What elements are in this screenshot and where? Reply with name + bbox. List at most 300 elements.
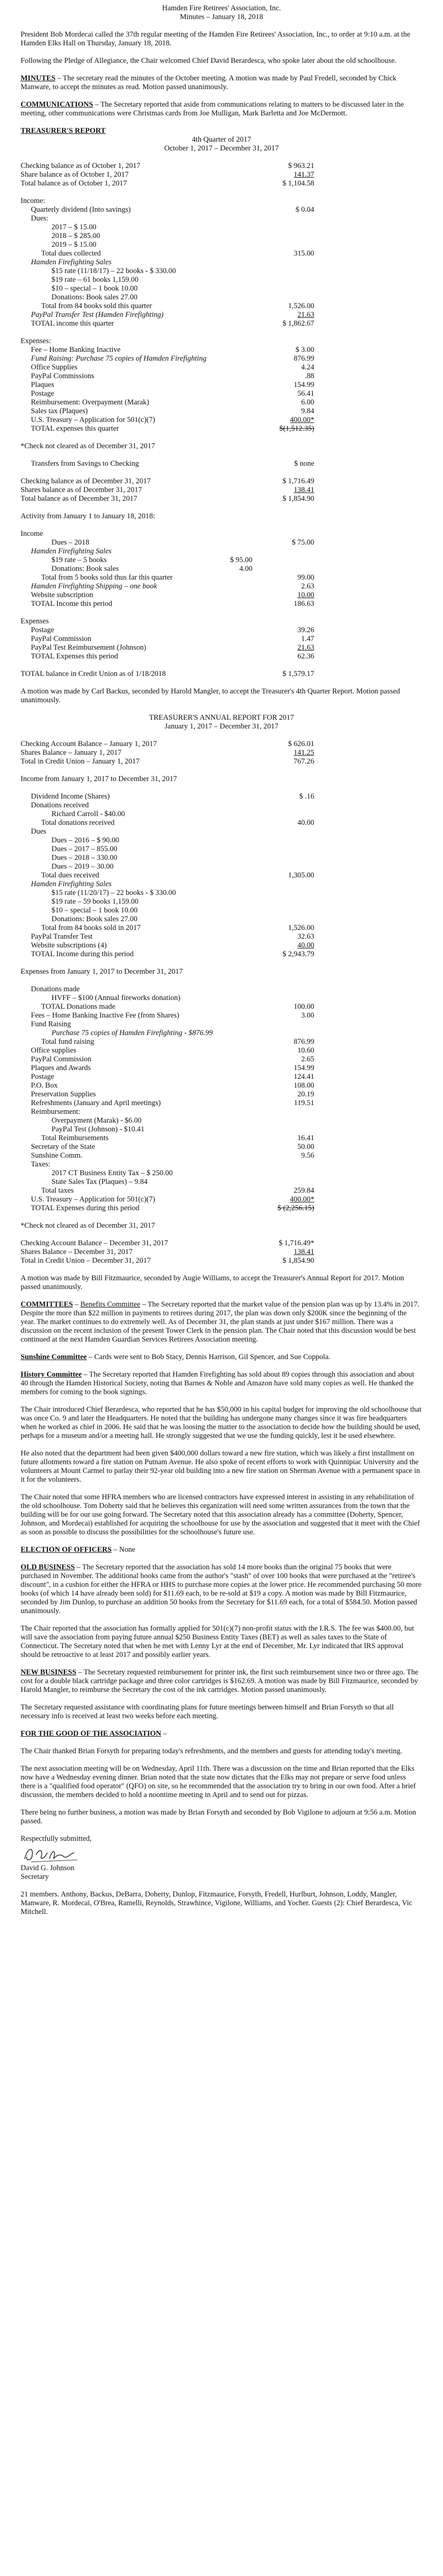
old-business-paragraph-2: The Chair reported that the association has formally applied for 501(c)(7) non-profit status with the I.R.S. The fee was $400.00, but will save the association from paying future annual $250 Business Entity Taxes (BET) as well as sales taxes to the State of Connecticut. The Secretary noted that when he met with Lenny Lyr at the end of December, Mr. Lyr indicated that IRS approval should be retroactive to at least 2017 and possibly earlier years. xyxy=(21,1624,414,1659)
ledger-row xyxy=(21,425,422,433)
ledger-value-2: $ 626.01 xyxy=(288,740,314,748)
ledger-value-2: 6.00 xyxy=(301,398,314,406)
ledger-label: Shares balance as of December 31, 2017 xyxy=(21,486,142,494)
ledger-label: Checking balance as of December 31, 2017 xyxy=(21,477,151,485)
ledger-value-2: 10.60 xyxy=(297,1046,314,1055)
ledger-row xyxy=(21,346,422,354)
ledger-label: Dues: xyxy=(31,214,48,223)
ledger-value-2: 9.84 xyxy=(301,407,314,415)
ledger-label: Website subscription xyxy=(31,591,93,599)
ledger-label: PayPal Commission xyxy=(31,1055,92,1063)
signature-image xyxy=(21,1843,422,1864)
quarter-opening-balances xyxy=(21,162,422,188)
ledger-row xyxy=(21,381,422,389)
ledger-value-2: 9.56 xyxy=(301,1151,314,1160)
ledger-label: Donations: Book sales 27.00 xyxy=(52,293,138,301)
intro-paragraph-1: President Bob Mordecai called the 37th regular meeting of the Hamden Fire Retirees' Association, Inc., to order at 9:10 a.m. at the Hamden Elks Hall on Thursday, January 18, 2018. xyxy=(21,30,411,47)
communications-text: – The Secretary reported that aside from communications relating to matters to be discussed later in the meeting, other communications were Christmas cards from Joe Mulligan, Mark Barletta and Joe McDermott. xyxy=(21,100,404,117)
history-paragraph-2: The Chair introduced Chief Berardesca, who reported that he has $50,000 in his capital budget for improving the old schoolhouse that was once Co. 9 and later the Headquarters. He noted that the building has undergone many changes since it was fire headquarters when he worked as chief in 2006. He said that he was loosing the matter to the association to decide how the building should be used, perhaps for a museum and/or a meeting hall. He strongly suggested that we use the funding quickly, lest it be used elsewhere. xyxy=(21,1405,421,1440)
ledger-row xyxy=(21,862,422,871)
ledger-row xyxy=(21,749,422,757)
ledger-value-2: 108.00 xyxy=(294,1081,314,1090)
ledger-value-2: $ 75.00 xyxy=(292,538,314,547)
ledger-value-2: 767.26 xyxy=(294,757,314,766)
communications-heading: COMMUNICATIONS xyxy=(21,100,93,109)
new-business-text: – The Secretary requested reimbursement for printer ink, the first such reimbursement since two or three ago. The cost for a double black cartridge package and three color cartridges is $162.69. A motion was made by Bill Fitzmaurice, seconded by Harold Mangler, to reimburse the Secretary the cost of the ink cartridges. Motion passed unanimously. xyxy=(21,1668,418,1694)
ledger-value-2: 186.63 xyxy=(294,600,314,608)
ledger-label: TOTAL Income during this period xyxy=(31,950,134,958)
ledger-row xyxy=(21,573,422,582)
ledger-value-2: $ 1,854.90 xyxy=(282,1257,314,1265)
ledger-value-2: 259.84 xyxy=(294,1187,314,1195)
ledger-row xyxy=(21,284,422,293)
ledger-row xyxy=(21,1134,422,1143)
ledger-label: Secretary of the State xyxy=(31,1143,95,1151)
ledger-row xyxy=(21,1151,422,1160)
ledger-label: 2019 – $ 15.00 xyxy=(52,241,96,249)
ledger-label: TOTAL income this quarter xyxy=(31,319,114,328)
ledger-value-2: 20.19 xyxy=(297,1090,314,1098)
ledger-label: Dues – 2018 xyxy=(52,538,90,547)
ledger-row xyxy=(21,223,422,232)
good-text: – xyxy=(161,1730,167,1738)
ledger-row xyxy=(21,241,422,249)
ledger-value-1: $ 95.00 xyxy=(230,556,252,564)
ledger-label: $15 rate (11/18/17) – 22 books - $ 330.00 xyxy=(52,267,176,275)
ledger-value-2: 154.99 xyxy=(294,1064,314,1072)
quarter-transfers xyxy=(21,460,422,468)
quarter-income-rows xyxy=(21,206,422,328)
ledger-row xyxy=(21,565,422,573)
minutes-text: – The secretary read the minutes of the October meeting. A motion was made by Paul Fredell, seconded by Chick Manware, to accept the minutes as read. Motion passed unanimously. xyxy=(21,74,397,91)
treasurer-quarter-title: 4th Quarter of 2017 xyxy=(192,135,251,144)
ledger-row xyxy=(21,538,422,547)
ledger-label: Donations made xyxy=(31,985,80,993)
ledger-value-2: 16.41 xyxy=(297,1134,314,1142)
ledger-value-2: .88 xyxy=(304,372,314,380)
ledger-label: Total in Credit Union – December 31, 2017 xyxy=(21,1257,151,1265)
ledger-label: Postage xyxy=(31,626,55,634)
ledger-value-2: 315.00 xyxy=(294,249,314,258)
old-business-text: – The Secretary reported that the association has sold 14 more books than the original 75 books that were purchased in November. The additional books came from the author's "stash" of over 100 books that were purchased at the "retiree's discount", in a cushion for either the HFRA or HHS to purchase more copies at the lower price. He recommended purchasing 50 more books (of which 14 have already been sold) for $11.69 each, to be re-sold at $19 a copy. A motion was made by Bill Fitzmaurice, seconded by Jim Dunlop, to purchase an addition 50 books from the Secretary for $11.69 each, for a total of $584.50. Motion passed unanimously. xyxy=(21,1563,422,1615)
ledger-label: PayPal Transfer Test xyxy=(31,933,93,941)
ledger-label: Hamden Firefighting Shipping – one book xyxy=(31,582,157,590)
ledger-label: Richard Carroll - $40.00 xyxy=(52,810,125,818)
ledger-row xyxy=(21,302,422,311)
election-heading: ELECTION OF OFFICERS xyxy=(21,1546,112,1554)
ledger-row xyxy=(21,486,422,495)
ledger-label: Shares Balance – December 31, 2017 xyxy=(21,1248,133,1256)
ledger-value-2: 1,305.00 xyxy=(288,871,314,879)
ledger-label: Postage xyxy=(31,389,55,398)
ledger-label: Total taxes xyxy=(41,1187,74,1195)
ledger-label: Fund Raising xyxy=(31,1020,71,1028)
ledger-label: $15 rate (11/20/17) – 22 books - $ 330.00 xyxy=(52,889,176,897)
ledger-row xyxy=(21,460,422,468)
quarter-income-label: Income: xyxy=(21,197,45,205)
ledger-value-2: $ 1,104.58 xyxy=(282,179,314,188)
ledger-value-2: $ 963.21 xyxy=(288,162,314,170)
ledger-row xyxy=(21,924,422,933)
ledger-label: Postage xyxy=(31,1073,55,1081)
ledger-value-2: 119.51 xyxy=(294,1099,314,1107)
treasurer-motion: A motion was made by Carl Backus, seconded by Harold Mangler, to accept the Treasurer's 4th Quarter Report. Motion passed unanimously. xyxy=(21,687,400,704)
history-paragraph-3: He also noted that the department had been given $400,000 dollars toward a new fire station, which was likely a first installment on future allotments toward a fire station on Putnam Avenue. He also spoke of recent efforts to work with Quinnipiac University and the volunteers at Mount Carmel to parlay their 92-year old building into a new fire station on Sherman Avenue with a permanent space in it for the volunteers. xyxy=(21,1449,420,1484)
ledger-label: Plaques and Awards xyxy=(31,1064,91,1072)
ledger-row xyxy=(21,906,422,915)
ledger-label: Total from 84 books sold this quarter xyxy=(41,302,152,310)
ledger-row xyxy=(21,854,422,862)
ledger-label: P.O. Box xyxy=(31,1081,58,1090)
ledger-label: Share balance as of October 1, 2017 xyxy=(21,171,129,179)
ledger-row xyxy=(21,162,422,171)
ledger-value-2: 4.24 xyxy=(301,363,314,371)
benefits-text: – The Secretary reported that the market value of the pension plan was up by 13.4% in 2017. Despite the more than $22 million in payments to retirees during 2017, the plan was down only $200K since the beginning of the year. The market continues to do extremely well. As of December 31, the plan stands at just under $167 million. There was a discussion on the recent inclusion of the present Tower Clerk in the pension plan. The Chair noted that this discussion would be best continued at the next Hamden Guardian Services Retirees Association meeting. xyxy=(21,1300,420,1344)
ledger-label: $19 rate – 59 books 1,159.00 xyxy=(52,897,139,906)
new-business-heading: NEW BUSINESS xyxy=(21,1668,77,1676)
ledger-row xyxy=(21,407,422,416)
ledger-value-2: $ 1,854.90 xyxy=(282,495,314,503)
ledger-label: Total from 84 books sold in 2017 xyxy=(41,924,141,932)
annual-motion: A motion was made by Bill Fitzmaurice, seconded by Augie Williams, to accept the Treasurer's Annual Report for 2017. Motion passed unanimously. xyxy=(21,1274,404,1291)
secretary-role: Secretary xyxy=(21,1873,49,1881)
ledger-label: Hamden Firefighting Sales xyxy=(31,258,112,266)
ledger-value-2: $ 3.00 xyxy=(295,346,314,354)
ledger-label: Reimbursement: xyxy=(31,1108,80,1116)
ledger-label: Total balance as of October 1, 2017 xyxy=(21,179,127,188)
ledger-label: Dues – 2018 – 330.00 xyxy=(52,854,117,862)
history-text: – The Secretary reported that Hamden Firefighting has sold about 89 copies through this association and about 40 through the Hamden Historical Society, noting that Barnes & Noble and Amazon have sold many copies as well. He thanked the members for coming to the book signings. xyxy=(21,1370,415,1396)
quarter-note: *Check not cleared as of December 31, 2017 xyxy=(21,442,155,450)
ledger-value-2: 876.99 xyxy=(294,354,314,363)
ledger-value-2: 40.00 xyxy=(297,941,314,950)
ledger-row xyxy=(21,1073,422,1081)
ledger-label: HVFF – $100 (Annual fireworks donation) xyxy=(52,994,181,1002)
ledger-label: Sunshine Comm. xyxy=(31,1151,82,1160)
ledger-row xyxy=(21,311,422,319)
ledger-row xyxy=(21,363,422,372)
ledger-value-2: 1,526.00 xyxy=(288,924,314,932)
good-of-association-section xyxy=(21,1730,422,1738)
ledger-label: Total in Credit Union – January 1, 2017 xyxy=(21,757,140,766)
ledger-row xyxy=(21,600,422,608)
ledger-label: PayPal Commissions xyxy=(31,372,94,380)
annual-income-title: Income from January 1, 2017 to December 31, 2017 xyxy=(21,775,177,783)
ledger-label: $10 – special – 1 book 10.00 xyxy=(52,906,138,914)
ledger-label: Total Reimbursements xyxy=(41,1134,109,1142)
ledger-label: 2017 – $ 15.00 xyxy=(52,223,96,231)
ledger-row xyxy=(21,740,422,749)
ledger-label: Plaques xyxy=(31,381,55,389)
ledger-label: Refreshments (January and April meetings) xyxy=(31,1099,161,1107)
minutes-section xyxy=(21,74,422,92)
ledger-row xyxy=(21,1169,422,1178)
ledger-row xyxy=(21,880,422,889)
ledger-row xyxy=(21,626,422,635)
ledger-value-2: 62.36 xyxy=(297,652,314,660)
ledger-row xyxy=(21,801,422,810)
ledger-label: Purchase 75 copies of Hamden Firefighting - $876.99 xyxy=(52,1029,213,1037)
ledger-value-2: 124.41 xyxy=(294,1073,314,1081)
good-paragraph-2: The next association meeting will be on Wednesday, April 11th. There was a discussion on the time and Brian reported that the Elks now have a Wednesday evening dinner. Brian noted that the state now dictates that the Elks may not prepare or serve food unless there is a "qualified food operator" (QFO) on site, so he recommended that the association try to bring in our own food. After a brief discussion, the members decided to hold a noontime meeting in April and to send out for pizzas. xyxy=(21,1765,416,1799)
ledger-row xyxy=(21,1055,422,1064)
ledger-label: TOTAL Expenses this period xyxy=(31,652,118,660)
annual-closing-balances xyxy=(21,1239,422,1265)
ledger-row xyxy=(21,950,422,959)
ledger-label: Total donations received xyxy=(41,819,115,827)
ledger-value-2: $ .16 xyxy=(299,792,314,801)
sunshine-text: – Cards were sent to Bob Stacy, Dennis Harrison, Gil Spencer, and Sue Coppola. xyxy=(87,1353,331,1361)
ledger-label: $19 rate – 5 books xyxy=(52,556,107,564)
ledger-value-2: $ (2,256.15) xyxy=(277,1204,314,1212)
ledger-value-2: $ 2,943.79 xyxy=(282,950,314,958)
ledger-row xyxy=(21,267,422,276)
ledger-label: Total dues received xyxy=(41,871,99,879)
ledger-row xyxy=(21,354,422,363)
good-paragraph-3: There being no further business, a motion was made by Brian Forsyth and seconded by Bob Vigilone to adjourn at 9:56 a.m. Motion passed. xyxy=(21,1808,416,1825)
ledger-row xyxy=(21,1090,422,1099)
ledger-label: TOTAL expenses this quarter xyxy=(31,425,119,433)
ledger-label: 2017 CT Business Entity Tax – $ 250.00 xyxy=(52,1169,173,1177)
ledger-row xyxy=(21,276,422,284)
ledger-label: Fund Raising: Purchase 75 copies of Hamden Firefighting xyxy=(31,354,207,363)
signature-icon xyxy=(21,1843,93,1864)
ledger-row xyxy=(21,293,422,302)
ledger-label: Hamden Firefighting Sales xyxy=(31,880,112,888)
attendance: 21 members. Anthony, Backus, DeBarra, Doherty, Dunlop, Fitzmaurice, Forsyth, Fredell, Hurlburt, Johnson, Loddy, Mangler, Manware, R. Mordecai, O'Brea, Ramelli, Reynolds, Strawhince, Vigilone, Williams, and Yocher. Guests (2): Chief Berardesca, Vic Mitchell. xyxy=(21,1890,413,1916)
ledger-label: Dues – 2019 – 30.00 xyxy=(52,862,114,871)
quarter-closing-balances xyxy=(21,477,422,503)
ledger-row xyxy=(21,1064,422,1073)
activity-expense-label: Expenses xyxy=(21,617,49,625)
committees-benefits: COMMITTEES – Benefits Committee – The Secretary reported that the market value of the pension plan was up by 13.4% in 2017. Despite the more than $22 million in payments to retirees during 2017, the plan was down only $200K since the beginning of the year. The market continues to do extremely well. As of December 31, the plan stands at just under $167 million. There was a discussion on the recent inclusion of the present Tower Clerk in the pension plan. The Chair noted that this discussion would be best continued at the next Hamden Guardian Services Retirees Association meeting. xyxy=(21,1300,420,1344)
annual-range: January 1, 2017 – December 31, 2017 xyxy=(164,722,279,731)
ledger-row xyxy=(21,1020,422,1029)
ledger-value-2: 1,526.00 xyxy=(288,302,314,310)
respectfully-submitted: Respectfully submitted, xyxy=(21,1835,92,1843)
ledger-value-2: 2.63 xyxy=(301,582,314,590)
ledger-row xyxy=(21,319,422,328)
activity-income-label: Income xyxy=(21,530,43,538)
ledger-value-2: 876.99 xyxy=(294,1038,314,1046)
ledger-row xyxy=(21,1099,422,1108)
ledger-label: Hamden Firefighting Sales xyxy=(31,547,112,555)
ledger-row xyxy=(21,994,422,1003)
ledger-row xyxy=(21,652,422,661)
ledger-label: $19 rate – 61 books 1,159.00 xyxy=(52,276,139,284)
ledger-row xyxy=(21,1011,422,1020)
ledger-label: Reimbursement: Overpayment (Marak) xyxy=(31,398,149,406)
ledger-label: Shares Balance – January 1, 2017 xyxy=(21,749,122,757)
communications-section xyxy=(21,100,422,118)
ledger-row xyxy=(21,845,422,854)
ledger-label: Total dues collected xyxy=(41,249,101,258)
ledger-row xyxy=(21,591,422,600)
ledger-label: PayPal Test Reimbursement (Johnson) xyxy=(31,643,146,652)
ledger-row xyxy=(21,757,422,766)
ledger-label: Preservation Supplies xyxy=(31,1090,96,1098)
ledger-row xyxy=(21,495,422,503)
ledger-row xyxy=(21,836,422,845)
ledger-row xyxy=(21,206,422,214)
ledger-label: Taxes: xyxy=(31,1160,50,1168)
ledger-row xyxy=(21,232,422,241)
ledger-value-2: $ 1,579.17 xyxy=(282,670,314,678)
ledger-value-2: 40.00 xyxy=(297,819,314,827)
ledger-row xyxy=(21,810,422,819)
ledger-row xyxy=(21,1038,422,1046)
ledger-label: $10 – special – 1 book 10.00 xyxy=(52,284,138,293)
activity-expense-rows xyxy=(21,626,422,661)
ledger-value-2: 138.41 xyxy=(294,486,314,494)
ledger-value-2: $ none xyxy=(294,460,314,468)
ledger-row xyxy=(21,827,422,836)
ledger-row xyxy=(21,416,422,425)
good-heading: FOR THE GOOD OF THE ASSOCIATION xyxy=(21,1730,162,1738)
ledger-label: Office supplies xyxy=(31,1046,76,1055)
ledger-row xyxy=(21,1248,422,1257)
ledger-row xyxy=(21,1116,422,1125)
ledger-row xyxy=(21,792,422,801)
ledger-value-2: 50.00 xyxy=(297,1143,314,1151)
treasurer-heading: TREASURER'S REPORT xyxy=(21,127,106,135)
ledger-row xyxy=(21,985,422,994)
ledger-row xyxy=(21,897,422,906)
ledger-row xyxy=(21,915,422,924)
ledger-label: Checking balance as of October 1, 2017 xyxy=(21,162,141,170)
ledger-label: TOTAL Expenses during this period xyxy=(31,1204,140,1212)
ledger-label: U.S. Treasury – Application for 501(c)(7) xyxy=(31,416,156,424)
ledger-row xyxy=(21,258,422,267)
ledger-label: State Sales Tax (Plaques) – 9.84 xyxy=(52,1178,148,1186)
ledger-row xyxy=(21,556,422,565)
activity-income-rows xyxy=(21,538,422,608)
ledger-value-2: 56.41 xyxy=(297,389,314,398)
ledger-label: PayPal Transfer Test (Hamden Firefighting) xyxy=(31,311,164,319)
ledger-value-2: 141.25 xyxy=(294,749,314,757)
ledger-row xyxy=(21,214,422,223)
ledger-label: Overpayment (Marak) - $6.00 xyxy=(52,1116,142,1125)
ledger-label: Dues xyxy=(31,827,46,836)
election-section xyxy=(21,1546,422,1554)
secretary-name: David G. Johnson xyxy=(21,1864,75,1872)
good-paragraph-1: The Chair thanked Brian Forsyth for preparing today's refreshments, and the members and guests for attending today's meeting. xyxy=(21,1747,402,1755)
ledger-row xyxy=(21,635,422,643)
ledger-row xyxy=(21,643,422,652)
ledger-row xyxy=(21,1204,422,1213)
old-business-heading: OLD BUSINESS xyxy=(21,1563,75,1571)
ledger-value-2: 21.63 xyxy=(297,643,314,652)
ledger-row xyxy=(21,871,422,880)
ledger-value-2: $ 1,716.49 xyxy=(282,477,314,485)
ledger-label: Transfers from Savings to Checking xyxy=(31,460,139,468)
activity-title: Activity from January 1 to January 18, 2018: xyxy=(21,512,155,520)
sunshine-heading: Sunshine Committee xyxy=(21,1353,87,1361)
ledger-row xyxy=(21,933,422,941)
ledger-label: Checking Account Balance – January 1, 2017 xyxy=(21,740,157,748)
ledger-row xyxy=(21,582,422,591)
ledger-label: Fee – Home Banking Inactive xyxy=(31,346,121,354)
ledger-row xyxy=(21,1187,422,1195)
annual-expense-rows xyxy=(21,985,422,1213)
ledger-row xyxy=(21,398,422,407)
quarter-expense-label: Expenses: xyxy=(21,337,51,345)
ledger-value-2: $ 1,716.49* xyxy=(279,1239,314,1247)
history-paragraph-4: The Chair noted that some HFRA members who are licensed contractors have expressed interest in assisting in any rehabilitation of the old schoolhouse. Tom Doherty said that he believes this organization will need some written assurances from the town that the building will be for our use going forward. The Secretary noted that this association already has a committee (Doherty, Spencer, Johnson, and Mordecai) established for acquiring the schoolhouse for use by the association and suggested that it meet with the Chief as soon as possible to discuss the possibilities for the schoolhouse's future use. xyxy=(21,1493,420,1536)
ledger-label: Total from 5 books sold thus far this quarter xyxy=(41,573,173,582)
ledger-label: Fees – Home Banking Inactive Fee (from Shares) xyxy=(31,1011,179,1020)
ledger-row xyxy=(21,889,422,897)
ledger-label: Total fund raising xyxy=(41,1038,94,1046)
ledger-row xyxy=(21,1160,422,1169)
new-business-paragraph-2: The Secretary requested assistance with coordinating plans for future meetings between himself and Brian Forsyth so that all necessary info is received at least two weeks before each meeting. xyxy=(21,1703,394,1720)
ledger-value-2: 400.00* xyxy=(289,416,314,424)
minutes-heading: MINUTES xyxy=(21,74,56,82)
minutes-date: Minutes – January 18, 2018 xyxy=(180,13,263,21)
ledger-row xyxy=(21,670,422,679)
ledger-row xyxy=(21,1178,422,1187)
ledger-value-2: 39.26 xyxy=(297,626,314,634)
ledger-label: Dues – 2016 – $ 90.00 xyxy=(52,836,120,844)
committees-history xyxy=(21,1370,422,1397)
ledger-label: Dividend Income (Shares) xyxy=(31,792,110,801)
ledger-row xyxy=(21,1239,422,1248)
ledger-row xyxy=(21,819,422,827)
ledger-label: TOTAL Donations made xyxy=(41,1003,115,1011)
annual-opening-balances xyxy=(21,740,422,766)
ledger-label: PayPal Commission xyxy=(31,635,92,643)
quarter-expense-rows xyxy=(21,346,422,433)
ledger-value-2: $ 0.04 xyxy=(295,206,314,214)
ledger-label: Donations received xyxy=(31,801,89,809)
benefits-heading: Benefits Committee xyxy=(80,1300,141,1309)
ledger-value-2: 3.00 xyxy=(301,1011,314,1020)
org-title: Hamden Fire Retirees' Association, Inc. xyxy=(162,4,281,12)
ledger-value-2: 100.00 xyxy=(294,1003,314,1011)
ledger-label: 2018 – $ 285.00 xyxy=(52,232,100,240)
annual-expense-title: Expenses from January 1, 2017 to December 31, 2017 xyxy=(21,968,183,976)
ledger-value-2: 10.00 xyxy=(297,591,314,599)
ledger-label: Website subscriptions (4) xyxy=(31,941,107,950)
ledger-value-2: 154.99 xyxy=(294,381,314,389)
ledger-row xyxy=(21,1143,422,1151)
ledger-value-2: $(1,512.35) xyxy=(279,425,314,433)
ledger-row xyxy=(21,1125,422,1134)
history-heading: History Committee xyxy=(21,1370,82,1379)
activity-total xyxy=(21,670,422,679)
ledger-label: U.S. Treasury – Application for 501(c)(7) xyxy=(31,1195,156,1204)
annual-title: TREASURER'S ANNUAL REPORT FOR 2017 xyxy=(149,714,294,722)
ledger-row xyxy=(21,171,422,179)
ledger-label: Dues – 2017 – 855.00 xyxy=(52,845,117,853)
ledger-row xyxy=(21,547,422,556)
ledger-label: TOTAL Income this period xyxy=(31,600,112,608)
election-text: – None xyxy=(111,1546,135,1554)
ledger-row xyxy=(21,1257,422,1265)
ledger-value-2: 400.00* xyxy=(289,1195,314,1204)
ledger-row xyxy=(21,389,422,398)
ledger-label: Quarterly dividend (Into savings) xyxy=(31,206,131,214)
ledger-row xyxy=(21,1003,422,1011)
intro-paragraph-2: Following the Pledge of Allegiance, the Chair welcomed Chief David Berardesca, who spoke later about the old schoolhouse. xyxy=(21,57,397,65)
ledger-value-2: 21.63 xyxy=(297,311,314,319)
ledger-label: PayPal Test (Johnson) - $10.41 xyxy=(52,1125,145,1133)
ledger-label: Sales tax (Plaques) xyxy=(31,407,88,415)
ledger-row xyxy=(21,1029,422,1038)
ledger-value-2: 141.37 xyxy=(294,171,314,179)
new-business-section xyxy=(21,1668,422,1694)
ledger-label: TOTAL balance in Credit Union as of 1/18/2018 xyxy=(21,670,166,678)
